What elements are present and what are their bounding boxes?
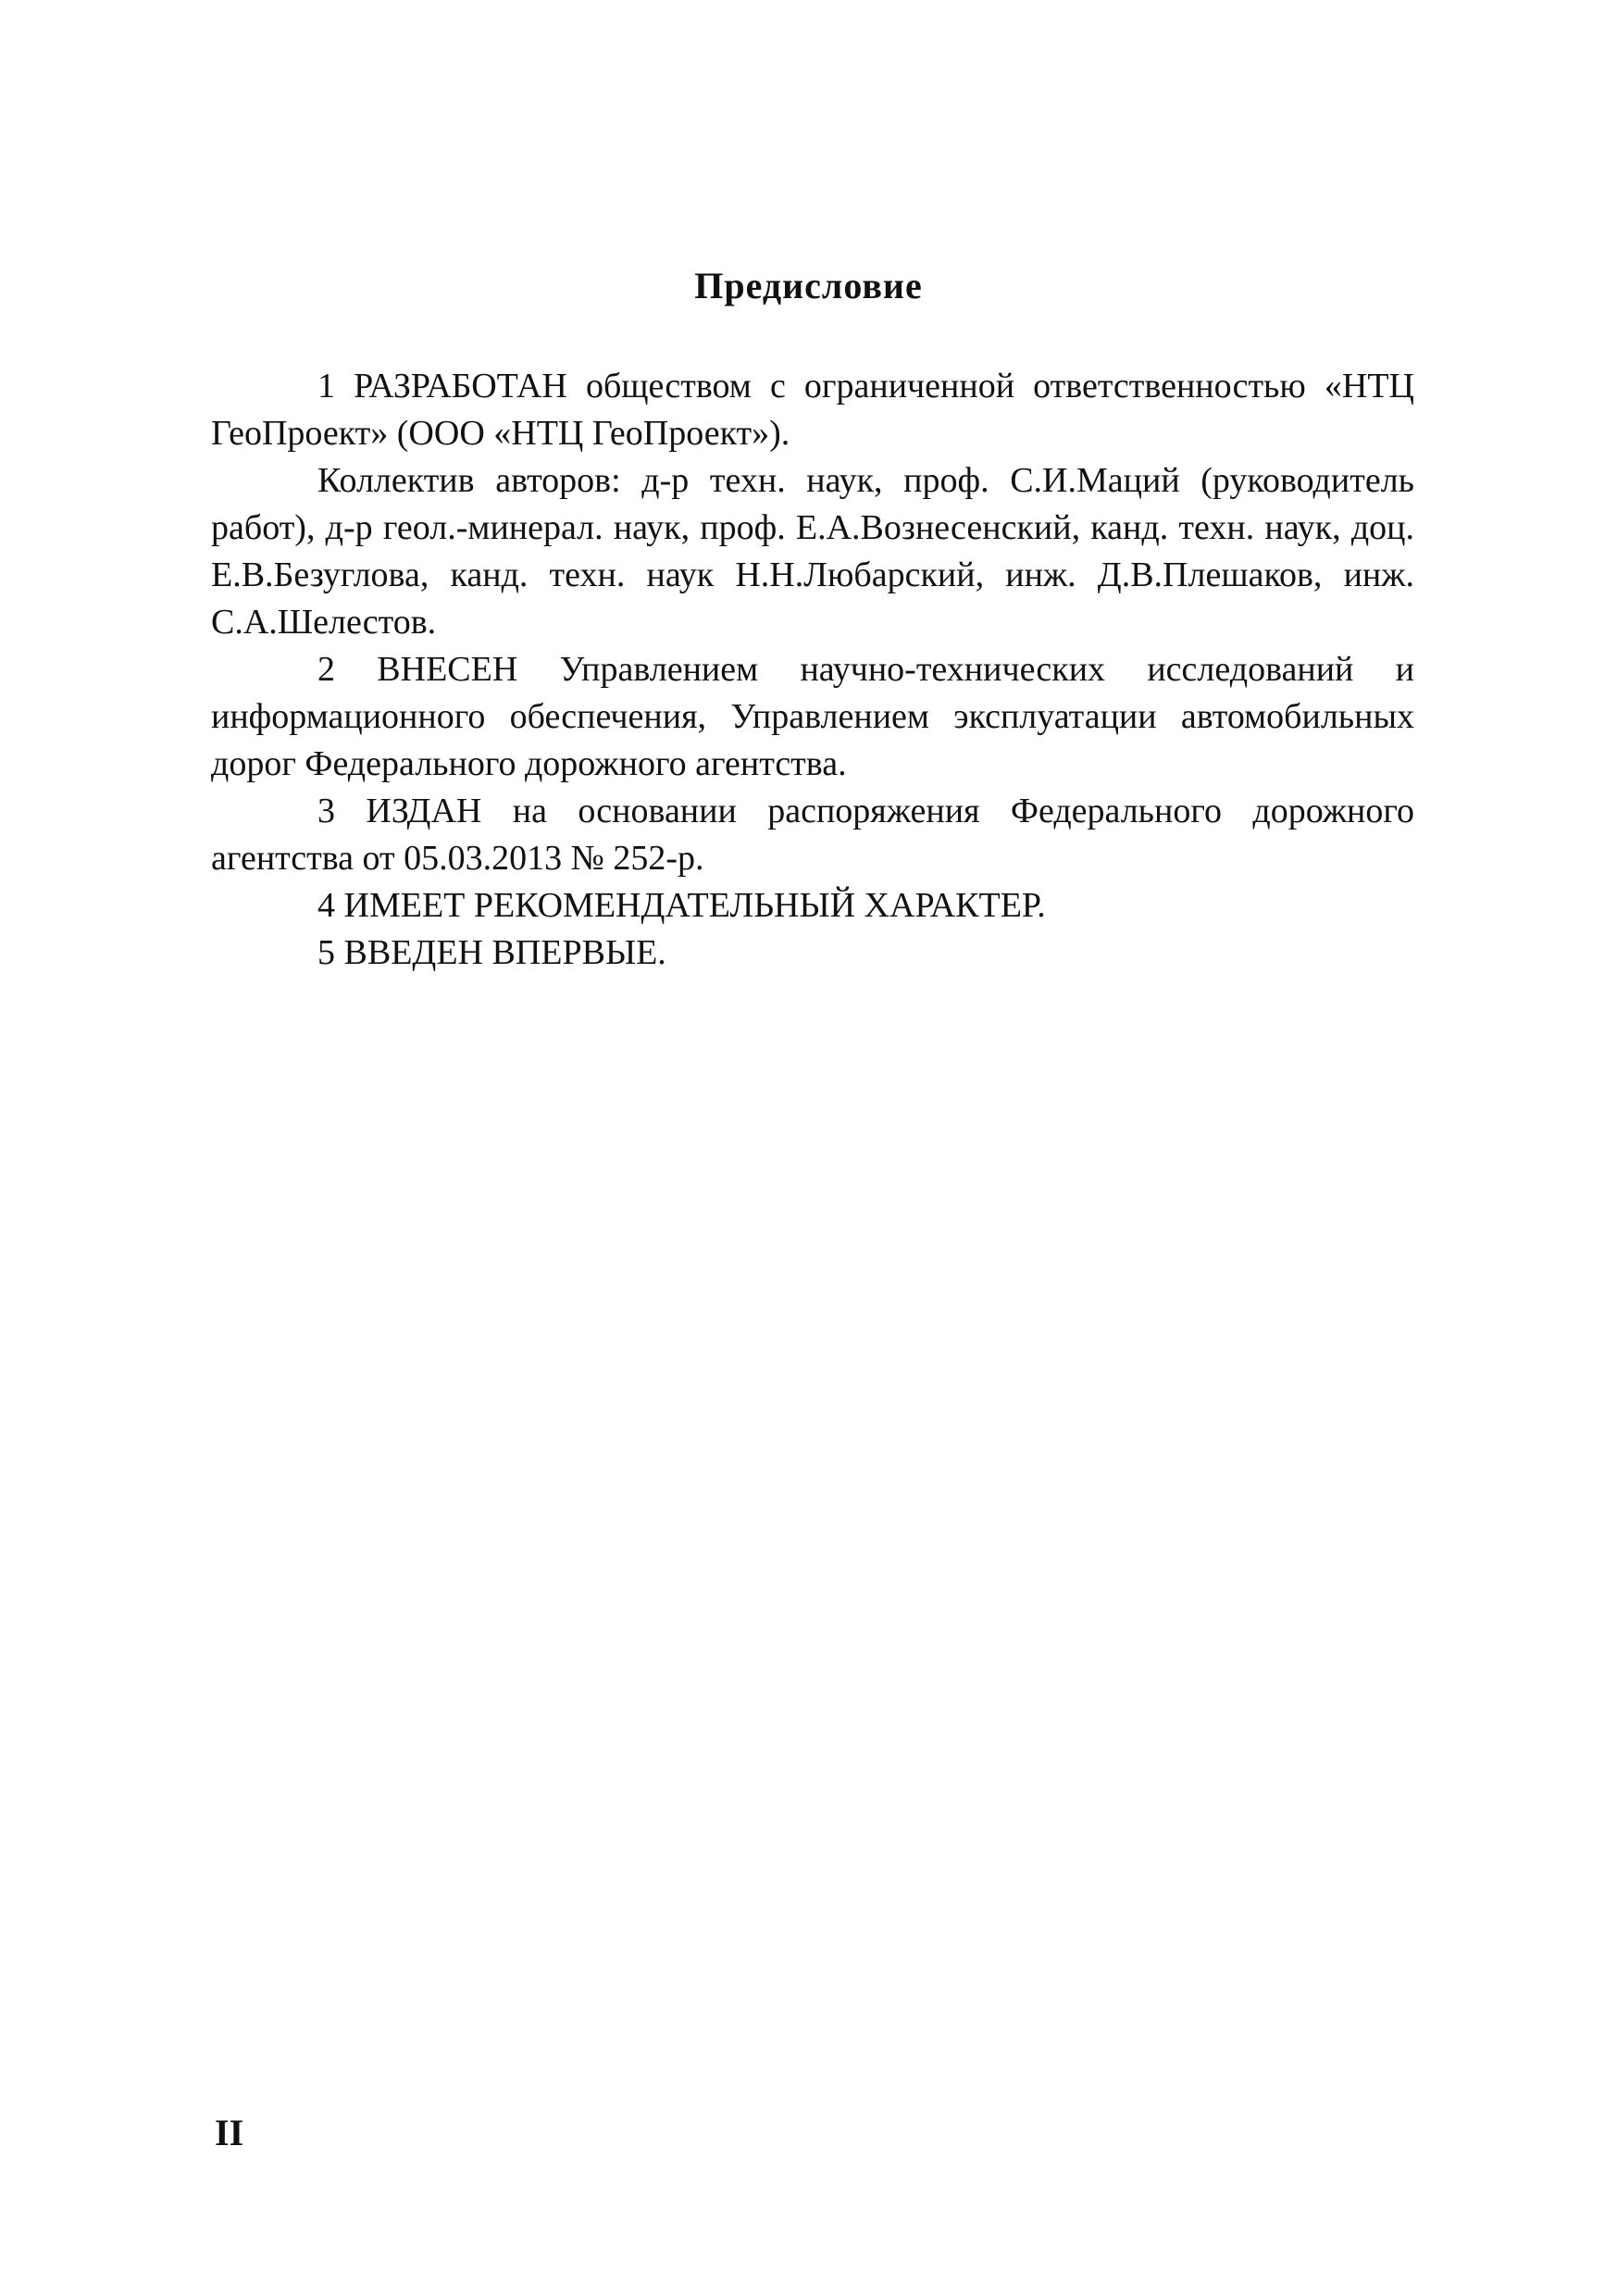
- paragraph-recommendatory: 4 ИМЕЕТ РЕКОМЕНДАТЕЛЬНЫЙ ХАРАКТЕР.: [317, 886, 1046, 925]
- document-body: [211, 363, 1414, 977]
- paragraph-developer: 1 РАЗРАБОТАН обществом с ограниченной ответственностью «НТЦ ГеоПроект» (ООО «НТЦ ГеоПроект»).: [211, 367, 1414, 453]
- paragraph-authors: Коллектив авторов: д-р техн. наук, проф. С.И.Маций (руководитель работ), д-р геол.-минерал. наук, проф. Е.А.Вознесенский, канд. техн. наук, доц. Е.В.Безуглова, канд. техн. наук Н.Н.Любарский, инж. Д.В.Плешаков, инж. С.А.Шелестов.: [211, 461, 1414, 642]
- page-number: II: [215, 2112, 244, 2153]
- paragraph-introduced: 2 ВНЕСЕН Управлением научно-технических исследований и информационного обеспечения, Управлением эксплуатации автомобильных дорог Федерального дорожного агентства.: [211, 650, 1414, 783]
- paragraph-first-introduced: 5 ВВЕДЕН ВПЕРВЫЕ.: [317, 933, 666, 972]
- page-title: Предисловие: [694, 265, 923, 306]
- paragraph-published: 3 ИЗДАН на основании распоряжения Федерального дорожного агентства от 05.03.2013 № 252-р.: [211, 792, 1414, 878]
